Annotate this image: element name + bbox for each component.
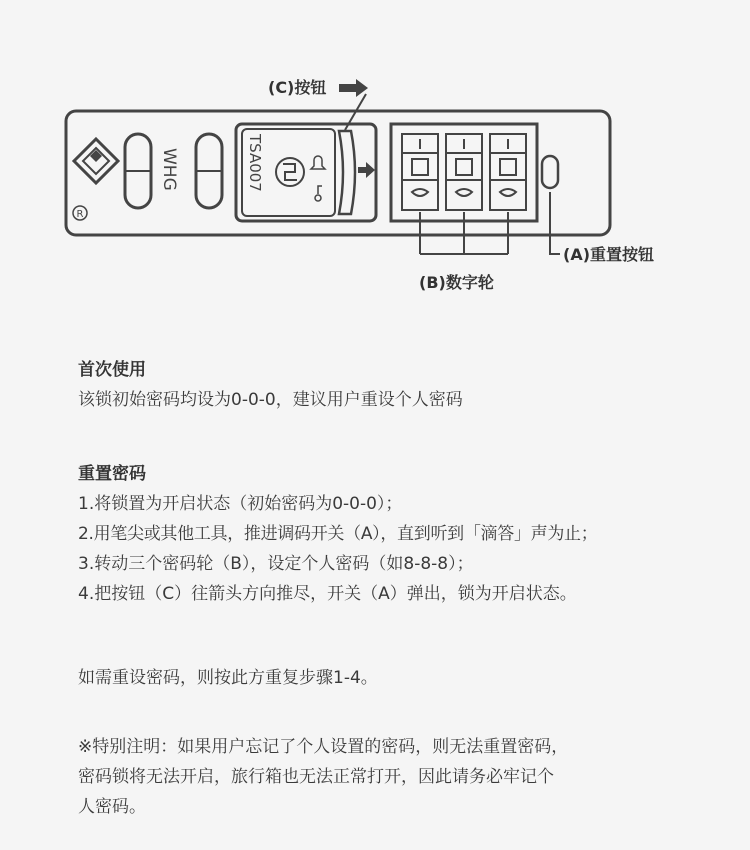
reset-button-label: (A)重置按钮 bbox=[563, 245, 655, 264]
note-line-3: 人密码。 bbox=[78, 797, 146, 817]
first-use-title: 首次使用 bbox=[78, 360, 146, 380]
lock-body bbox=[66, 111, 610, 235]
wheels-bracket bbox=[420, 212, 508, 254]
key-icon bbox=[315, 186, 322, 201]
keyhole-icon bbox=[276, 158, 304, 186]
dial-wheel-1 bbox=[402, 134, 438, 210]
dial-wheel-2 bbox=[446, 134, 482, 210]
panel-arrow-icon bbox=[358, 162, 375, 178]
right-slider bbox=[196, 134, 222, 208]
reset-title: 重置密码 bbox=[78, 464, 146, 484]
lock-diagram bbox=[0, 0, 750, 320]
wheels-label: (B)数字轮 bbox=[419, 273, 494, 292]
repeat-text: 如需重设密码，则按此方重复步骤1-4。 bbox=[78, 668, 378, 688]
first-use-section bbox=[78, 355, 738, 415]
brand-logo-icon bbox=[74, 139, 118, 183]
reset-step-3: 3.转动三个密码轮（B），设定个人密码（如8-8-8）； bbox=[78, 554, 474, 574]
button-c bbox=[339, 131, 355, 214]
tsa-text: TSA007 bbox=[246, 134, 264, 192]
note-line-2: 密码锁将无法开启，旅行箱也无法正常打开，因此请务必牢记个 bbox=[78, 767, 554, 787]
repeat-section bbox=[78, 663, 738, 693]
dial-wheel-3 bbox=[490, 134, 526, 210]
registered-symbol: R bbox=[76, 209, 84, 220]
button-c-arrow-icon bbox=[339, 79, 368, 97]
reset-button-a bbox=[542, 156, 558, 188]
first-use-text: 该锁初始密码均设为0-0-0，建议用户重设个人密码 bbox=[78, 390, 463, 410]
reset-button-leader bbox=[550, 192, 560, 254]
bell-icon bbox=[311, 156, 325, 169]
reset-section bbox=[78, 459, 738, 609]
note-section bbox=[78, 732, 738, 822]
button-c-label: (C)按钮 bbox=[268, 78, 327, 97]
brand-text: WHG bbox=[159, 148, 179, 191]
reset-step-2: 2.用笔尖或其他工具，推进调码开关（A），直到听到「滴答」声为止； bbox=[78, 524, 598, 544]
reset-step-4: 4.把按钮（C）往箭头方向推尽，开关（A）弹出，锁为开启状态。 bbox=[78, 584, 577, 604]
reset-step-1: 1.将锁置为开启状态（初始密码为0-0-0）； bbox=[78, 494, 403, 514]
note-line-1: ※特别注明：如果用户忘记了个人设置的密码，则无法重置密码， bbox=[78, 737, 569, 757]
left-slider bbox=[125, 134, 151, 208]
